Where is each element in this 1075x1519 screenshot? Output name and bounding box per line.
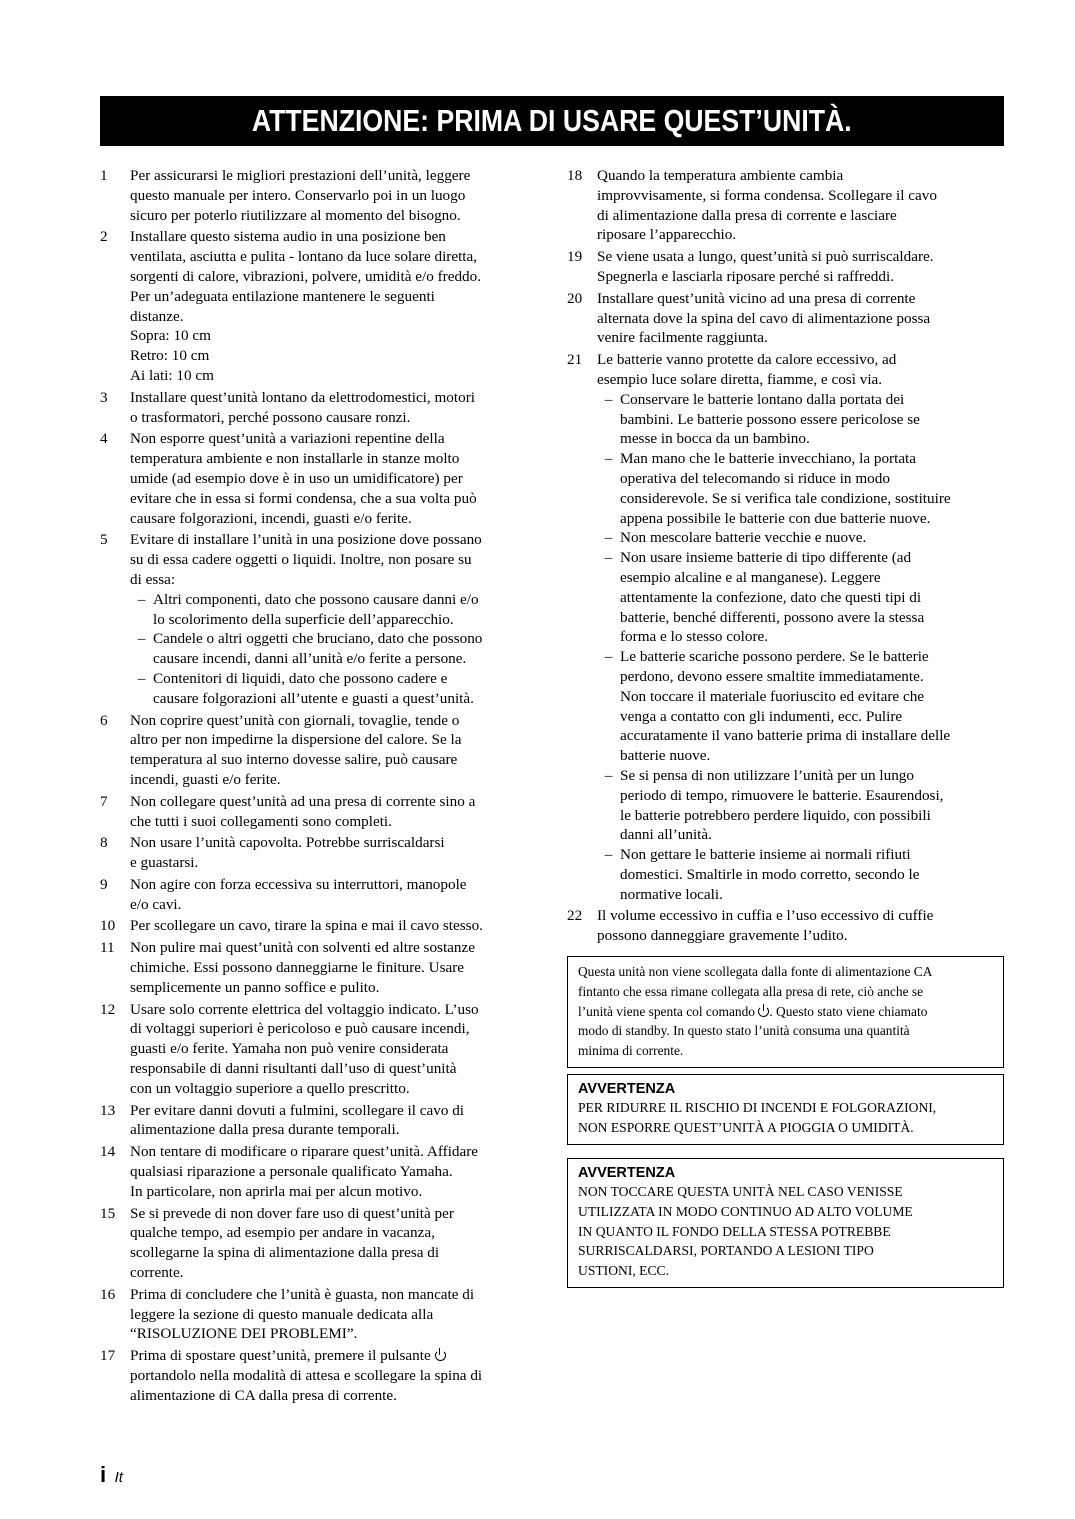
item-line: Non coprire quest’unità con giornali, tovaglie, tende o bbox=[130, 711, 460, 729]
list-item bbox=[100, 1142, 540, 1201]
warning-title: AVVERTENZA bbox=[578, 1165, 676, 1181]
item-line: con un voltaggio superiore a quello prescritto. bbox=[130, 1079, 410, 1097]
item-line: Quando la temperatura ambiente cambia bbox=[597, 167, 844, 184]
item-line: altro per non impedirne la dispersione del calore. Se la bbox=[130, 731, 462, 749]
item-line bbox=[130, 1346, 540, 1366]
item-number: 21 bbox=[567, 351, 583, 369]
list-item bbox=[100, 227, 540, 385]
item-line: periodo di tempo, rimuovere le batterie. Esaurendosi, bbox=[620, 786, 944, 804]
page-title-banner bbox=[100, 96, 1004, 146]
power-standby-icon bbox=[435, 1350, 446, 1361]
dash-bullet: – bbox=[604, 766, 613, 784]
item-line: temperatura ambiente e non installarle in stanze molto bbox=[130, 450, 460, 468]
list-item bbox=[100, 938, 540, 997]
item-number: 13 bbox=[100, 1101, 116, 1119]
item-body bbox=[130, 916, 540, 936]
item-line: Installare questo sistema audio in una posizione ben bbox=[130, 228, 446, 246]
language-code: It bbox=[114, 1469, 123, 1486]
item-line: Prima di concludere che l’unità è guasta, non mancate di bbox=[130, 1285, 475, 1303]
page-number: i bbox=[100, 1462, 107, 1487]
item-line: In particolare, non aprirla mai per alcun motivo. bbox=[130, 1182, 423, 1200]
item-number: 20 bbox=[567, 289, 583, 307]
item-line: Le batterie vanno protette da calore eccessivo, ad bbox=[597, 351, 897, 369]
item-line: di essa: bbox=[130, 570, 176, 588]
item-line: accuratamente il vano batterie prima di installare delle bbox=[620, 727, 951, 745]
list-item bbox=[100, 1101, 540, 1141]
item-line: sorgenti di calore, vibrazioni, polvere, umidità e/o freddo. bbox=[130, 267, 482, 285]
item-number: 14 bbox=[100, 1143, 116, 1161]
list-item bbox=[567, 350, 1007, 904]
item-line: Non usare insieme batterie di tipo differente (ad bbox=[620, 549, 912, 567]
list-item bbox=[100, 1285, 540, 1344]
list-item bbox=[100, 530, 540, 708]
item-line: Sopra: 10 cm bbox=[130, 327, 211, 345]
item-line: alimentazione dalla presa durante temporali. bbox=[130, 1121, 400, 1139]
item-line: Retro: 10 cm bbox=[130, 347, 210, 365]
list-item bbox=[567, 166, 1007, 245]
list-item bbox=[100, 916, 540, 936]
item-number: 5 bbox=[100, 531, 108, 549]
item-number: 16 bbox=[100, 1285, 116, 1303]
item-line: causare incendi, danni all’unità e/o ferite a persone. bbox=[153, 650, 467, 668]
item-line: chimiche. Essi possono danneggiarne le finiture. Usare bbox=[130, 959, 465, 977]
item-line: questo manuale per intero. Conservarlo poi in un luogo bbox=[130, 186, 466, 204]
item-line: e guastarsi. bbox=[130, 854, 199, 872]
warning-line: NON ESPORRE QUEST’UNITÀ A PIOGGIA O UMIDITÀ. bbox=[578, 1119, 914, 1135]
item-line: Conservare le batterie lontano dalla portata dei bbox=[620, 390, 905, 408]
item-number: 10 bbox=[100, 917, 116, 935]
item-line: o trasformatori, perché possono causare ronzi. bbox=[130, 408, 411, 426]
item-line: le batterie potrebbero perdere liquido, con possibili bbox=[620, 806, 931, 824]
list-item bbox=[567, 289, 1007, 348]
item-line: attentamente la confezione, dato che questi tipi di bbox=[620, 588, 922, 606]
sub-item-text bbox=[620, 449, 1007, 528]
item-line: improvvisamente, si forma condensa. Scollegare il cavo bbox=[597, 186, 937, 204]
dash-bullet: – bbox=[604, 450, 613, 468]
standby-notice-box bbox=[567, 956, 1004, 1068]
item-line: messe in bocca da un bambino. bbox=[620, 430, 810, 448]
item-body bbox=[597, 289, 1007, 348]
item-line: operativa del telecomando si riduce in modo bbox=[620, 469, 890, 487]
item-line: venga a contatto con gli indumenti, ecc. Pulire bbox=[620, 707, 903, 725]
sub-item-text bbox=[620, 845, 1007, 904]
list-item bbox=[100, 1346, 540, 1405]
sub-item bbox=[130, 629, 540, 669]
item-line: esempio luce solare diretta, fiamme, e così via. bbox=[597, 370, 883, 388]
item-number: 12 bbox=[100, 1000, 116, 1018]
sub-item-text bbox=[153, 590, 540, 630]
item-line: Non toccare il materiale fuoriuscito ed evitare che bbox=[620, 687, 925, 705]
item-line: distanze. bbox=[130, 307, 184, 325]
item-line: Contenitori di liquidi, dato che possono cadere e bbox=[153, 669, 448, 687]
item-line: qualsiasi riparazione a personale qualificato Yamaha. bbox=[130, 1163, 453, 1181]
item-line: portandolo nella modalità di attesa e scollegare la spina di bbox=[130, 1367, 483, 1385]
item-line: guasti e/o ferite. Yamaha non può venire considerata bbox=[130, 1040, 449, 1058]
sub-item-text bbox=[620, 528, 1007, 548]
dash-bullet: – bbox=[604, 549, 613, 567]
dash-bullet: – bbox=[137, 630, 146, 648]
item-body bbox=[597, 906, 1007, 946]
item-line: esempio alcaline e al manganese). Leggere bbox=[620, 568, 881, 586]
item-line: appena possibile le batterie con due batterie nuove. bbox=[620, 509, 931, 527]
item-body bbox=[130, 1285, 540, 1344]
item-line: Installare quest’unità lontano da elettrodomestici, motori bbox=[130, 388, 475, 406]
item-number: 11 bbox=[100, 939, 115, 957]
dash-bullet: – bbox=[137, 669, 146, 687]
list-item bbox=[100, 1000, 540, 1099]
sub-item-text bbox=[620, 548, 1007, 647]
sub-item bbox=[597, 766, 1007, 845]
item-line: scollegarne la spina di alimentazione dalla presa di bbox=[130, 1244, 440, 1262]
sub-item-text bbox=[620, 647, 1007, 766]
item-body bbox=[130, 1346, 540, 1405]
item-line: Ai lati: 10 cm bbox=[130, 366, 214, 384]
page-title: ATTENZIONE: PRIMA DI USARE QUEST’UNITÀ. bbox=[252, 103, 852, 138]
list-item bbox=[100, 166, 540, 225]
sub-item-text bbox=[153, 629, 540, 669]
item-line: considerevole. Se si verifica tale condizione, sostituire bbox=[620, 489, 951, 507]
item-line: forma e lo stesso colore. bbox=[620, 628, 769, 646]
item-line: Non collegare quest’unità ad una presa di corrente sino a bbox=[130, 792, 476, 810]
item-number: 6 bbox=[100, 711, 108, 729]
item-number: 18 bbox=[567, 167, 583, 184]
warning-line: IN QUANTO IL FONDO DELLA STESSA POTREBBE bbox=[578, 1223, 891, 1239]
warning-box-2 bbox=[567, 1158, 1004, 1288]
list-item bbox=[100, 833, 540, 873]
item-line: Non agire con forza eccessiva su interruttori, manopole bbox=[130, 875, 467, 893]
item-line: riposare l’apparecchio. bbox=[597, 226, 737, 244]
item-line: Evitare di installare l’unità in una posizione dove possano bbox=[130, 531, 482, 549]
item-line: di alimentazione dalla presa di corrente e lasciare bbox=[597, 206, 897, 224]
warning-title: AVVERTENZA bbox=[578, 1081, 676, 1097]
item-line: Se si prevede di non dover fare uso di quest’unità per bbox=[130, 1204, 454, 1222]
sub-item bbox=[597, 845, 1007, 904]
left-column bbox=[100, 166, 540, 1408]
right-column bbox=[567, 166, 1007, 948]
warning-line: SURRISCALDARSI, PORTANDO A LESIONI TIPO bbox=[578, 1243, 874, 1259]
item-line: responsabile di danni risultanti dall’uso di quest’unità bbox=[130, 1060, 457, 1078]
list-item bbox=[100, 711, 540, 790]
item-body bbox=[130, 166, 540, 225]
item-line: semplicemente un panno soffice e pulito. bbox=[130, 978, 380, 996]
item-line: domestici. Smaltirle in modo corretto, secondo le bbox=[620, 865, 920, 883]
item-line: causare folgorazioni, incendi, guasti e/o ferite. bbox=[130, 509, 412, 527]
item-number: 8 bbox=[100, 834, 108, 852]
item-line: batterie nuove. bbox=[620, 747, 711, 765]
item-line: venire facilmente raggiunta. bbox=[597, 329, 768, 347]
item-line: Non esporre quest’unità a variazioni repentine della bbox=[130, 430, 445, 448]
item-line: ventilata, asciutta e pulita - lontano da luce solare diretta, bbox=[130, 248, 478, 266]
item-line: Installare quest’unità vicino ad una presa di corrente bbox=[597, 289, 916, 307]
item-line: Se viene usata a lungo, quest’unità si può surriscaldare. bbox=[597, 248, 934, 266]
item-line: Usare solo corrente elettrica del voltaggio indicato. L’uso bbox=[130, 1000, 479, 1018]
list-item bbox=[567, 247, 1007, 287]
sub-item bbox=[597, 647, 1007, 766]
item-body bbox=[130, 711, 540, 790]
item-text: Prima di spostare quest’unità, premere il pulsante bbox=[130, 1347, 431, 1365]
item-line: Candele o altri oggetti che bruciano, dato che possono bbox=[153, 630, 483, 648]
item-line: Per assicurarsi le migliori prestazioni dell’unità, leggere bbox=[130, 167, 471, 184]
item-line: evitare che in essa si formi condensa, che a sua volta può bbox=[130, 489, 477, 507]
item-line: danni all’unità. bbox=[620, 826, 712, 844]
list-item bbox=[100, 429, 540, 528]
item-line: normative locali. bbox=[620, 885, 723, 903]
item-line: Per un’adeguata entilazione mantenere le seguenti bbox=[130, 287, 435, 305]
item-body bbox=[130, 1142, 540, 1201]
item-line: “RISOLUZIONE DEI PROBLEMI”. bbox=[130, 1325, 358, 1343]
sub-item-text bbox=[620, 766, 1007, 845]
warning-line: PER RIDURRE IL RISCHIO DI INCENDI E FOLGORAZIONI, bbox=[578, 1100, 937, 1115]
notice-line: minima di corrente. bbox=[578, 1043, 684, 1059]
item-line: alternata dove la spina del cavo di alimentazione possa bbox=[597, 309, 931, 327]
item-line: Altri componenti, dato che possono causare danni e/o bbox=[153, 590, 479, 608]
item-line: Non gettare le batterie insieme ai normali rifiuti bbox=[620, 846, 911, 864]
item-line: Non tentare di modificare o riparare quest’unità. Affidare bbox=[130, 1143, 479, 1161]
item-number: 15 bbox=[100, 1204, 116, 1222]
warning-box-1 bbox=[567, 1074, 1004, 1145]
warning-line: NON TOCCARE QUESTA UNITÀ NEL CASO VENISSE bbox=[578, 1184, 903, 1199]
notice-line: fintanto che essa rimane collegata alla presa di rete, ciò anche se bbox=[578, 983, 924, 999]
item-number: 17 bbox=[100, 1347, 116, 1365]
list-item bbox=[100, 388, 540, 428]
item-line: Non mescolare batterie vecchie e nuove. bbox=[620, 529, 867, 547]
item-body bbox=[130, 1204, 540, 1283]
item-line: Per evitare danni dovuti a fulmini, scollegare il cavo di bbox=[130, 1101, 465, 1119]
dash-bullet: – bbox=[604, 846, 613, 864]
item-line: possono danneggiare gravemente l’udito. bbox=[597, 927, 848, 945]
list-item bbox=[100, 875, 540, 915]
item-body bbox=[130, 388, 540, 428]
sub-item-text bbox=[620, 390, 1007, 449]
item-line: sicuro per poterlo riutilizzare al momento del bisogno. bbox=[130, 206, 461, 224]
sub-item bbox=[130, 669, 540, 709]
item-line: corrente. bbox=[130, 1264, 184, 1282]
item-line: perdono, devono essere smaltite immediatamente. bbox=[620, 667, 924, 685]
list-item bbox=[100, 792, 540, 832]
warning-line: USTIONI, ECC. bbox=[578, 1263, 670, 1279]
item-line: temperatura al suo interno dovesse salire, può causare bbox=[130, 751, 458, 769]
item-body bbox=[597, 350, 1007, 904]
item-line: qualche tempo, ad esempio per andare in vacanza, bbox=[130, 1224, 435, 1242]
item-line: alimentazione di CA dalla presa di corrente. bbox=[130, 1386, 397, 1404]
dash-bullet: – bbox=[137, 590, 146, 608]
item-line: leggere la sezione di questo manuale dedicata alla bbox=[130, 1305, 434, 1323]
item-body bbox=[130, 938, 540, 997]
item-line: Man mano che le batterie invecchiano, la portata bbox=[620, 450, 917, 468]
item-body bbox=[130, 429, 540, 528]
item-number: 7 bbox=[100, 792, 108, 810]
item-number: 3 bbox=[100, 388, 108, 406]
page-footer bbox=[100, 1462, 123, 1488]
item-line: bambini. Le batterie possono essere pericolose se bbox=[620, 410, 920, 428]
item-line: incendi, guasti e/o ferite. bbox=[130, 770, 281, 788]
item-line: Non usare l’unità capovolta. Potrebbe surriscaldarsi bbox=[130, 834, 445, 852]
item-line: Se si pensa di non utilizzare l’unità per un lungo bbox=[620, 766, 914, 784]
item-body bbox=[130, 875, 540, 915]
notice-line: l’unità viene spenta col comando . Questo stato viene chiamato bbox=[578, 1003, 928, 1019]
item-line: Spegnerla e lasciarla riposare perché si raffreddi. bbox=[597, 267, 894, 285]
sub-item bbox=[130, 590, 540, 630]
sub-item bbox=[597, 390, 1007, 449]
item-number: 4 bbox=[100, 430, 108, 448]
item-body bbox=[130, 833, 540, 873]
dash-bullet: – bbox=[604, 648, 613, 666]
sub-item-text bbox=[153, 669, 540, 709]
item-line: lo scolorimento della superficie dell’apparecchio. bbox=[153, 610, 454, 628]
list-item bbox=[100, 1204, 540, 1283]
item-body bbox=[130, 1101, 540, 1141]
item-number: 19 bbox=[567, 248, 583, 266]
item-line: causare folgorazioni all’utente e guasti a quest’unità. bbox=[153, 689, 474, 707]
item-line: su di essa cadere oggetti o liquidi. Inoltre, non posare su bbox=[130, 551, 472, 569]
item-body bbox=[597, 166, 1007, 245]
item-body bbox=[130, 1000, 540, 1099]
dash-bullet: – bbox=[604, 529, 613, 547]
item-number: 2 bbox=[100, 228, 108, 246]
list-item bbox=[567, 906, 1007, 946]
sub-item bbox=[597, 449, 1007, 528]
item-line: Non pulire mai quest’unità con solventi ed altre sostanze bbox=[130, 939, 475, 957]
item-line: di voltaggi superiori è pericoloso e può causare incendi, bbox=[130, 1020, 470, 1038]
notice-line: modo di standby. In questo stato l’unità consuma una quantità bbox=[578, 1023, 910, 1039]
item-number: 22 bbox=[567, 907, 583, 925]
item-line: che tutti i suoi collegamenti sono completi. bbox=[130, 812, 392, 830]
item-line: batterie, benché differenti, possono avere la stessa bbox=[620, 608, 925, 626]
item-body bbox=[130, 530, 540, 708]
item-line: umide (ad esempio dove è in uso un umidificatore) per bbox=[130, 469, 463, 487]
item-line: Le batterie scariche possono perdere. Se le batterie bbox=[620, 648, 929, 666]
item-body bbox=[130, 227, 540, 385]
item-body bbox=[597, 247, 1007, 287]
item-line: Per scollegare un cavo, tirare la spina e mai il cavo stesso. bbox=[130, 917, 483, 935]
sub-item bbox=[597, 548, 1007, 647]
item-body bbox=[130, 792, 540, 832]
warning-line: UTILIZZATA IN MODO CONTINUO AD ALTO VOLUME bbox=[578, 1203, 913, 1219]
power-standby-icon bbox=[758, 1006, 769, 1017]
notice-line: Questa unità non viene scollegata dalla fonte di alimentazione CA bbox=[578, 964, 933, 979]
item-line: e/o cavi. bbox=[130, 895, 182, 913]
item-line: Il volume eccessivo in cuffia e l’uso eccessivo di cuffie bbox=[597, 907, 934, 925]
sub-item bbox=[597, 528, 1007, 548]
item-number: 1 bbox=[100, 167, 108, 184]
dash-bullet: – bbox=[604, 390, 613, 408]
item-number: 9 bbox=[100, 875, 108, 893]
